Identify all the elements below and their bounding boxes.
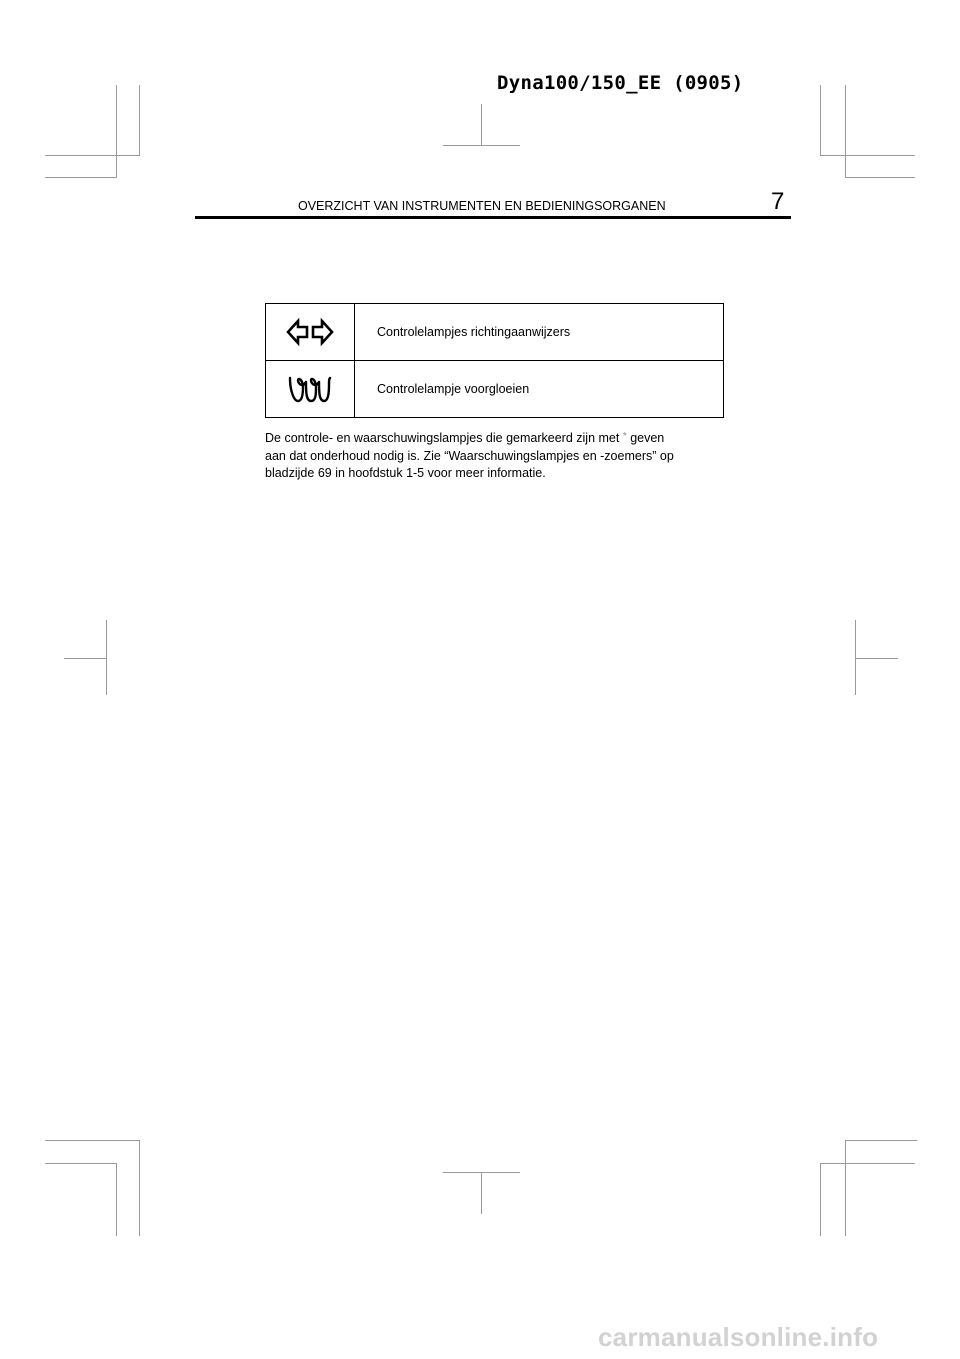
indicator-label: Controlelampje voorgloeien	[355, 361, 724, 418]
crop-mark	[45, 1163, 117, 1164]
running-head: OVERZICHT VAN INSTRUMENTEN EN BEDIENINGSORGANEN	[298, 199, 666, 213]
note-line: aan dat onderhoud nodig is. Zie “Waarschuwingslampjes en -zoemers” op	[265, 448, 674, 463]
asterisk-mark: *	[622, 431, 627, 442]
crop-mark	[45, 177, 117, 178]
crop-mark	[820, 1163, 915, 1164]
crop-mark	[45, 1140, 140, 1141]
page-number: 7	[771, 188, 785, 215]
indicator-table	[265, 303, 724, 418]
crop-mark	[845, 1140, 917, 1141]
table-row	[266, 361, 724, 418]
crop-mark	[116, 1163, 117, 1236]
crop-mark	[481, 1172, 482, 1214]
crop-mark	[820, 85, 821, 155]
note-line	[265, 428, 735, 448]
crop-mark	[443, 145, 520, 146]
note-line: bladzijde 69 in hoofdstuk 1-5 voor meer informatie.	[265, 466, 546, 480]
crop-mark	[845, 85, 846, 178]
note-text: De controle- en waarschuwingslampjes die gemarkeerd zijn met	[265, 431, 623, 445]
watermark: carmanualsonline.info	[598, 1322, 879, 1352]
crop-mark	[45, 155, 140, 156]
icon-cell	[266, 304, 355, 361]
crop-mark	[139, 85, 140, 155]
table-row	[266, 304, 724, 361]
glow-plug-coil-icon	[288, 374, 332, 404]
turn-signal-arrows-icon	[286, 318, 334, 346]
crop-mark	[845, 177, 915, 178]
note-paragraph	[265, 428, 735, 483]
indicator-label: Controlelampjes richtingaanwijzers	[355, 304, 724, 361]
crop-mark	[845, 1140, 846, 1236]
crop-mark	[481, 104, 482, 146]
crop-mark	[855, 658, 898, 659]
icon-cell	[266, 361, 355, 418]
crop-mark	[820, 155, 915, 156]
document-id: Dyna100/150_EE (0905)	[497, 72, 744, 94]
crop-mark	[116, 85, 117, 178]
crop-mark	[64, 658, 107, 659]
crop-mark	[139, 1140, 140, 1236]
header-rule	[195, 216, 791, 219]
note-text: geven	[626, 431, 665, 445]
crop-mark	[820, 1163, 821, 1236]
